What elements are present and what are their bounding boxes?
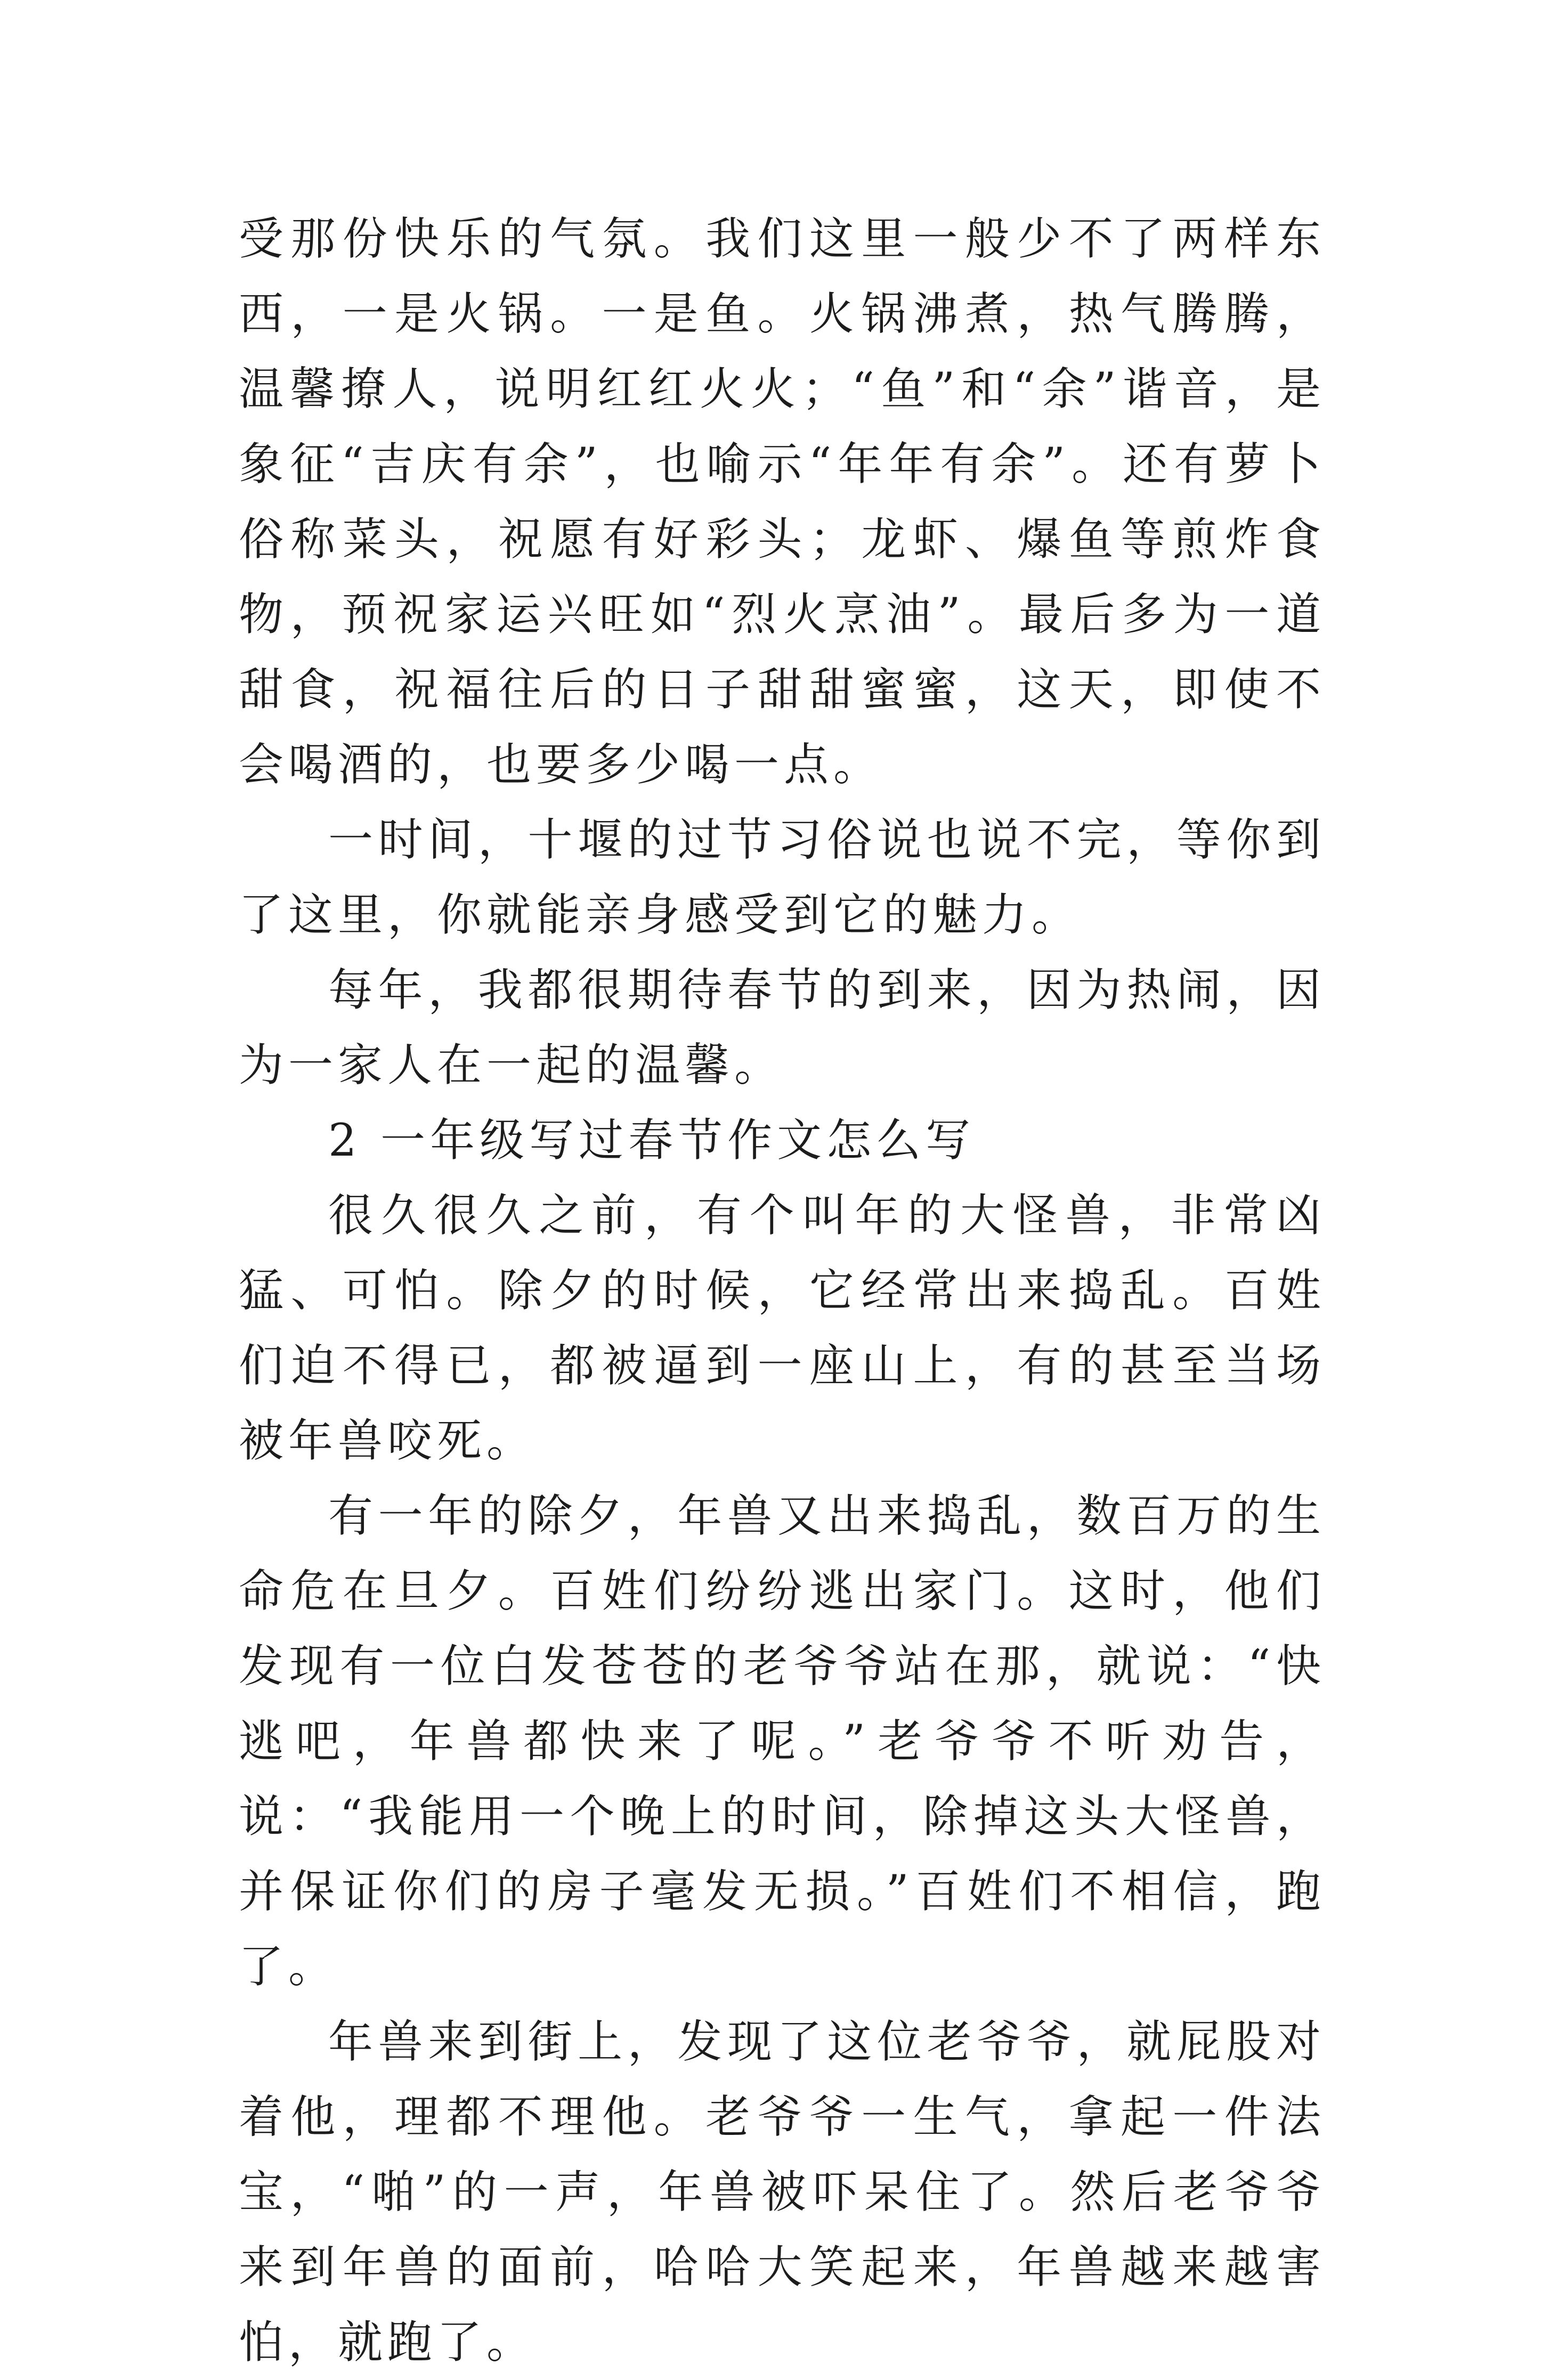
paragraph-festive-food: 受那份快乐的气氛。我们这里一般少不了两样东西，一是火锅。一是鱼。火锅沸煮，热气腾腾，温馨撩人，说明红红火火；“鱼”和“余”谐音，是象征“吉庆有余”，也喻示“年年有余”。还有萝卜俗称菜头，祝愿有好彩头；龙虾、爆鱼等煎炸食物，预祝家运兴旺如“烈火烹油”。最后多为一道甜食，祝福往后的日子甜甜蜜蜜，这天，即使不会喝酒的，也要多少喝一点。 xyxy=(239,213,1326,791)
paragraph-looking-forward: 每年，我都很期待春节的到来，因为热闹，因为一家人在一起的温馨。 xyxy=(239,964,1326,1091)
body-text xyxy=(239,201,1326,2380)
paragraph-shiyan-customs: 一时间，十堰的过节习俗说也说不完，等你到了这里，你就能亲身感受到它的魅力。 xyxy=(239,814,1326,941)
paragraph-old-man: 有一年的除夕，年兽又出来捣乱，数百万的生命危在旦夕。百姓们纷纷逃出家门。这时，他们发现有一位白发苍苍的老爷爷站在那，就说：“快逃吧，年兽都快来了呢。”老爷爷不听劝告，说：“我能用一个晚上的时间，除掉这头大怪兽，并保证你们的房子毫发无损。”百姓们不相信，跑了。 xyxy=(239,1490,1326,1993)
paragraph-nian-monster: 很久很久之前，有个叫年的大怪兽，非常凶猛、可怕。除夕的时候，它经常出来捣乱。百姓们迫不得已，都被逼到一座山上，有的甚至当场被年兽咬死。 xyxy=(239,1189,1326,1467)
paragraph-monster-flees: 年兽来到街上，发现了这位老爷爷，就屁股对着他，理都不理他。老爷爷一生气，拿起一件法宝，“啪”的一声，年兽被吓呆住了。然后老爷爷来到年兽的面前，哈哈大笑起来，年兽越来越害怕，就跑了。 xyxy=(239,2016,1326,2368)
section-heading: 2 一年级写过春节作文怎么写 xyxy=(328,1114,976,1166)
